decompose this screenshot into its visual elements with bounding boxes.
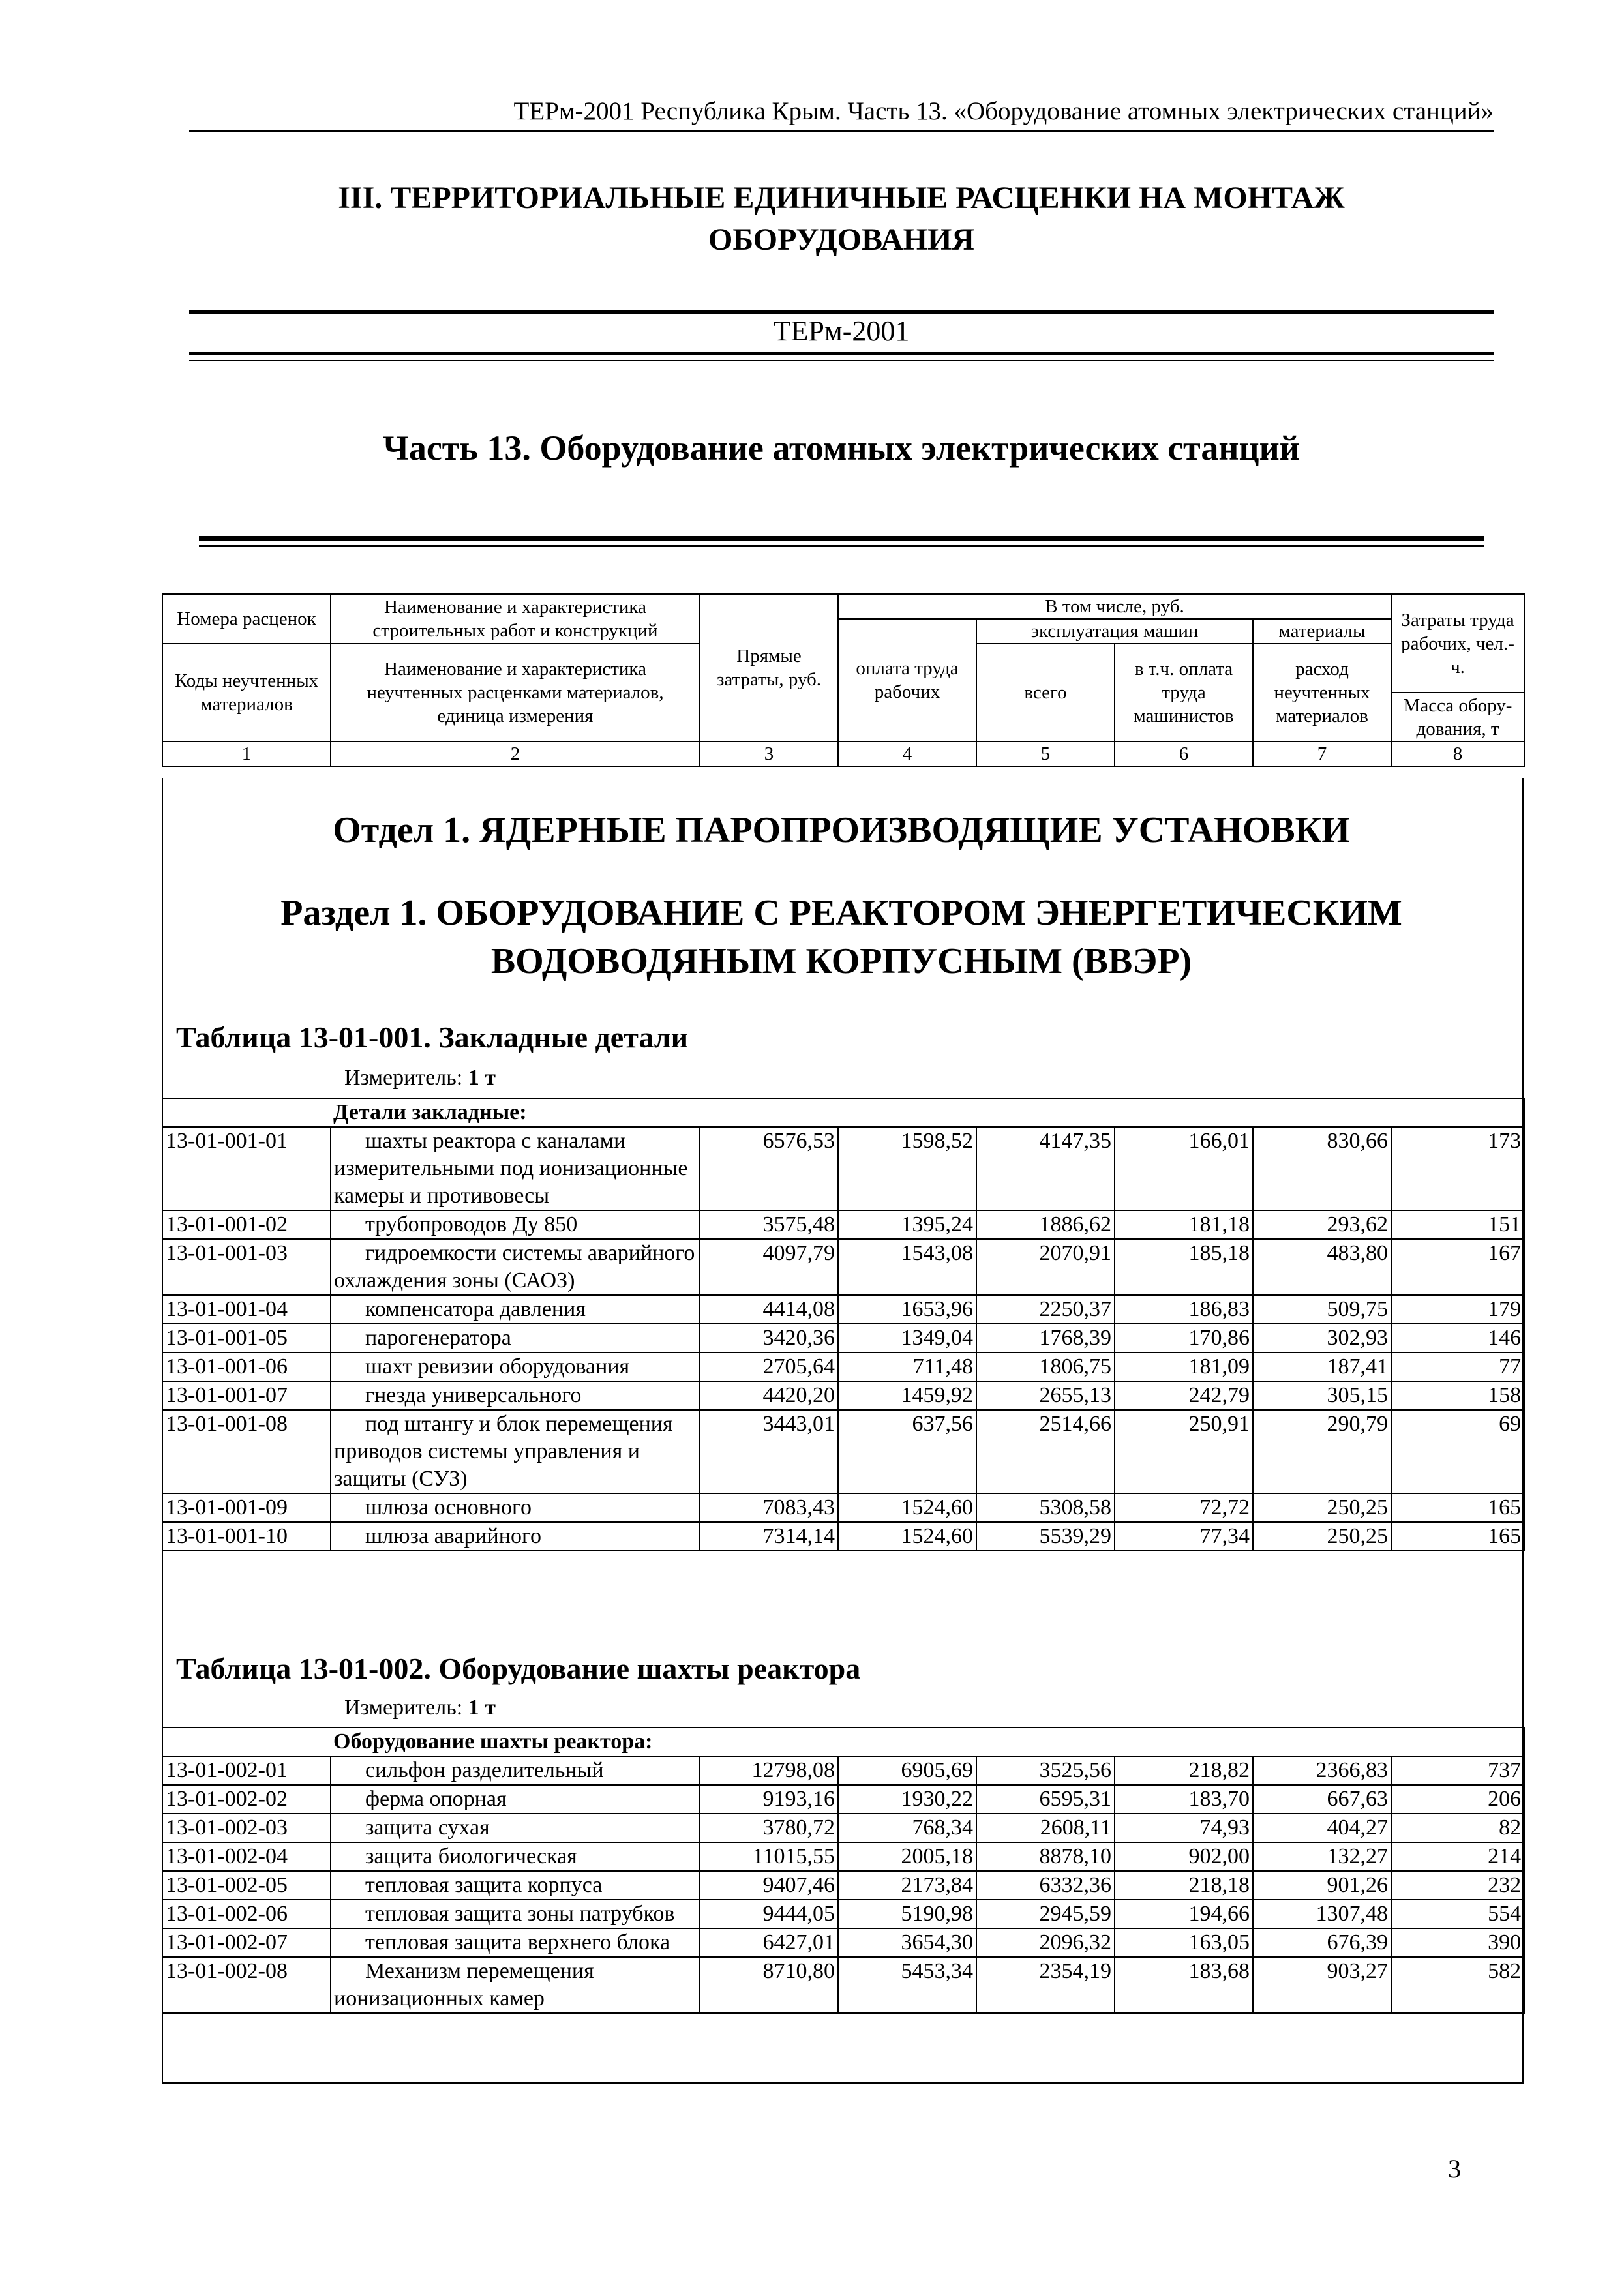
value-cell: 2945,59 <box>976 1900 1115 1928</box>
value-cell: 194,66 <box>1115 1900 1253 1928</box>
work-name: защита биологическая <box>331 1842 700 1871</box>
value-cell: 206 <box>1391 1785 1524 1814</box>
work-name: сильфон разделительный <box>331 1756 700 1785</box>
value-cell: 8878,10 <box>976 1842 1115 1871</box>
table-row <box>162 1493 1524 1522</box>
page-number: 3 <box>1448 2154 1461 2183</box>
rate-code: 13-01-002-04 <box>162 1842 331 1871</box>
value-cell: 6595,31 <box>976 1785 1115 1814</box>
value-cell: 711,48 <box>838 1353 976 1381</box>
work-name: тепловая защита верхнего блока <box>331 1928 700 1957</box>
value-cell: 2096,32 <box>976 1928 1115 1957</box>
value-cell: 5453,34 <box>838 1957 976 2013</box>
work-name: шлюза основного <box>331 1493 700 1522</box>
value-cell: 74,93 <box>1115 1814 1253 1842</box>
value-cell: 2250,37 <box>976 1295 1115 1324</box>
work-name: тепловая защита корпуса <box>331 1871 700 1900</box>
value-cell: 170,86 <box>1115 1324 1253 1353</box>
value-cell: 1395,24 <box>838 1210 976 1239</box>
table-row <box>162 1239 1524 1295</box>
running-header: ТЕРм-2001 Республика Крым. Часть 13. «Оборудование атомных электрических станций» <box>513 97 1494 125</box>
value-cell: 2655,13 <box>976 1381 1115 1410</box>
value-cell: 4147,35 <box>976 1127 1115 1210</box>
value-cell: 185,18 <box>1115 1239 1253 1295</box>
table-row <box>162 1353 1524 1381</box>
value-cell: 4097,79 <box>700 1239 838 1295</box>
value-cell: 6905,69 <box>838 1756 976 1785</box>
table-row <box>162 1127 1524 1210</box>
value-cell: 9193,16 <box>700 1785 838 1814</box>
code-title: ТЕРм-2001 <box>773 315 910 347</box>
value-cell: 146 <box>1391 1324 1524 1353</box>
header-materials: материалы <box>1253 619 1391 644</box>
value-cell: 1459,92 <box>838 1381 976 1410</box>
value-cell: 218,18 <box>1115 1871 1253 1900</box>
value-cell: 483,80 <box>1253 1239 1391 1295</box>
value-cell: 903,27 <box>1253 1957 1391 2013</box>
measure-label: Измеритель: <box>344 1696 468 1720</box>
value-cell: 250,25 <box>1253 1522 1391 1551</box>
value-cell: 183,70 <box>1115 1785 1253 1814</box>
rate-code: 13-01-002-05 <box>162 1871 331 1900</box>
table-row <box>162 1295 1524 1324</box>
header-rule <box>189 130 1494 132</box>
value-cell: 1543,08 <box>838 1239 976 1295</box>
value-cell: 554 <box>1391 1900 1524 1928</box>
rate-code: 13-01-001-06 <box>162 1353 331 1381</box>
value-cell: 5308,58 <box>976 1493 1115 1522</box>
value-cell: 2608,11 <box>976 1814 1115 1842</box>
work-name: Механизм перемещения ионизационных камер <box>331 1957 700 2013</box>
value-cell: 165 <box>1391 1493 1524 1522</box>
header-colnum: 7 <box>1253 741 1391 766</box>
table-subheading: Оборудование шахты реактора: <box>331 1728 1524 1756</box>
value-cell: 8710,80 <box>700 1957 838 2013</box>
table-row <box>162 1871 1524 1900</box>
subheading-spacer <box>162 1728 331 1756</box>
subheading-spacer <box>162 1098 331 1127</box>
value-cell: 77,34 <box>1115 1522 1253 1551</box>
value-cell: 11015,55 <box>700 1842 838 1871</box>
measure-value: 1 т <box>468 1066 496 1090</box>
rates-table-2 <box>162 1727 1525 2014</box>
value-cell: 163,05 <box>1115 1928 1253 1957</box>
header-direct-costs: Прямые затраты, руб. <box>700 594 838 741</box>
rate-code: 13-01-001-04 <box>162 1295 331 1324</box>
value-cell: 69 <box>1391 1410 1524 1493</box>
value-cell: 4414,08 <box>700 1295 838 1324</box>
table2-measure <box>344 1696 496 1720</box>
value-cell: 293,62 <box>1253 1210 1391 1239</box>
work-name: ферма опорная <box>331 1785 700 1814</box>
header-material-usage: расход неучтенных материалов <box>1253 644 1391 741</box>
work-name: шахт ревизии оборудования <box>331 1353 700 1381</box>
value-cell: 2354,19 <box>976 1957 1115 2013</box>
value-cell: 302,93 <box>1253 1324 1391 1353</box>
table-row <box>162 1957 1524 2013</box>
value-cell: 3575,48 <box>700 1210 838 1239</box>
main-heading-line1: III. ТЕРРИТОРИАЛЬНЫЕ ЕДИНИЧНЫЕ РАСЦЕНКИ НА МОНТАЖ <box>338 181 1345 215</box>
value-cell: 167 <box>1391 1239 1524 1295</box>
header-machines-total: всего <box>976 644 1115 741</box>
rate-code: 13-01-001-03 <box>162 1239 331 1295</box>
rate-code: 13-01-001-08 <box>162 1410 331 1493</box>
value-cell: 1598,52 <box>838 1127 976 1210</box>
value-cell: 3780,72 <box>700 1814 838 1842</box>
header-work-name: Наименование и характеристика строительных работ и конструкций <box>331 594 700 644</box>
measure-label: Измеритель: <box>344 1066 468 1090</box>
header-material-name: Наименование и характеристика неучтенных расценками материалов, единица измерения <box>331 644 700 741</box>
rate-code: 13-01-002-01 <box>162 1756 331 1785</box>
table1-title: Таблица 13-01-001. Закладные детали <box>176 1021 689 1054</box>
rate-code: 13-01-001-07 <box>162 1381 331 1410</box>
part-rule-thick <box>199 536 1484 541</box>
table-row <box>162 1410 1524 1493</box>
value-cell: 1806,75 <box>976 1353 1115 1381</box>
value-cell: 637,56 <box>838 1410 976 1493</box>
value-cell: 132,27 <box>1253 1842 1391 1871</box>
value-cell: 768,34 <box>838 1814 976 1842</box>
work-name: защита сухая <box>331 1814 700 1842</box>
value-cell: 183,68 <box>1115 1957 1253 2013</box>
value-cell: 3654,30 <box>838 1928 976 1957</box>
division-title-line2: ВОДОВОДЯНЫМ КОРПУСНЫМ (ВВЭР) <box>490 941 1192 981</box>
table1-measure <box>344 1066 496 1090</box>
value-cell: 5190,98 <box>838 1900 976 1928</box>
rate-code: 13-01-002-08 <box>162 1957 331 2013</box>
value-cell: 7083,43 <box>700 1493 838 1522</box>
header-colnum: 3 <box>700 741 838 766</box>
part-title: Часть 13. Оборудование атомных электрических станций <box>383 428 1300 468</box>
value-cell: 250,25 <box>1253 1493 1391 1522</box>
column-header-table <box>162 593 1525 767</box>
value-cell: 6576,53 <box>700 1127 838 1210</box>
value-cell: 187,41 <box>1253 1353 1391 1381</box>
rate-code: 13-01-002-06 <box>162 1900 331 1928</box>
value-cell: 1653,96 <box>838 1295 976 1324</box>
work-name: трубопроводов Ду 850 <box>331 1210 700 1239</box>
work-name: тепловая защита зоны патрубков <box>331 1900 700 1928</box>
measure-value: 1 т <box>468 1696 496 1720</box>
value-cell: 181,09 <box>1115 1353 1253 1381</box>
rate-code: 13-01-001-05 <box>162 1324 331 1353</box>
value-cell: 1307,48 <box>1253 1900 1391 1928</box>
value-cell: 77 <box>1391 1353 1524 1381</box>
table-row <box>162 1842 1524 1871</box>
value-cell: 2005,18 <box>838 1842 976 1871</box>
rate-code: 13-01-002-07 <box>162 1928 331 1957</box>
table-row <box>162 1522 1524 1551</box>
value-cell: 12798,08 <box>700 1756 838 1785</box>
rate-code: 13-01-001-10 <box>162 1522 331 1551</box>
code-rule-bottom-thick <box>189 352 1494 355</box>
value-cell: 1524,60 <box>838 1522 976 1551</box>
rate-code: 13-01-002-02 <box>162 1785 331 1814</box>
header-material-codes: Коды неучтенных материалов <box>162 644 331 741</box>
value-cell: 390 <box>1391 1928 1524 1957</box>
rates-table-1 <box>162 1098 1525 1551</box>
header-rate-numbers: Номера расценок <box>162 594 331 644</box>
value-cell: 1886,62 <box>976 1210 1115 1239</box>
work-name: шлюза аварийного <box>331 1522 700 1551</box>
main-heading <box>189 177 1494 261</box>
value-cell: 404,27 <box>1253 1814 1391 1842</box>
part-rule-thin <box>199 545 1484 547</box>
table-row <box>162 1324 1524 1353</box>
table-row <box>162 1210 1524 1239</box>
value-cell: 232 <box>1391 1871 1524 1900</box>
header-labor-costs: Затраты труда рабочих, чел.-ч. <box>1391 594 1524 693</box>
work-name: под штангу и блок перемещения приводов системы управления и защиты (СУЗ) <box>331 1410 700 1493</box>
division-title <box>189 889 1494 985</box>
value-cell: 218,82 <box>1115 1756 1253 1785</box>
value-cell: 1349,04 <box>838 1324 976 1353</box>
value-cell: 4420,20 <box>700 1381 838 1410</box>
table-subheading: Детали закладные: <box>331 1098 1524 1127</box>
value-cell: 305,15 <box>1253 1381 1391 1410</box>
value-cell: 9407,46 <box>700 1871 838 1900</box>
main-heading-line2: ОБОРУДОВАНИЯ <box>708 222 974 257</box>
value-cell: 72,72 <box>1115 1493 1253 1522</box>
header-colnum: 2 <box>331 741 700 766</box>
value-cell: 737 <box>1391 1756 1524 1785</box>
header-colnum: 6 <box>1115 741 1253 766</box>
rate-code: 13-01-001-02 <box>162 1210 331 1239</box>
table-row <box>162 1928 1524 1957</box>
value-cell: 2070,91 <box>976 1239 1115 1295</box>
value-cell: 290,79 <box>1253 1410 1391 1493</box>
value-cell: 214 <box>1391 1842 1524 1871</box>
header-colnum: 8 <box>1391 741 1524 766</box>
header-colnum: 4 <box>838 741 976 766</box>
value-cell: 82 <box>1391 1814 1524 1842</box>
value-cell: 676,39 <box>1253 1928 1391 1957</box>
value-cell: 582 <box>1391 1957 1524 2013</box>
division-title-line1: Раздел 1. ОБОРУДОВАНИЕ С РЕАКТОРОМ ЭНЕРГЕТИЧЕСКИМ <box>280 893 1402 933</box>
value-cell: 3525,56 <box>976 1756 1115 1785</box>
value-cell: 1930,22 <box>838 1785 976 1814</box>
rate-code: 13-01-001-01 <box>162 1127 331 1210</box>
work-name: гидроемкости системы аварийного охлаждения зоны (САОЗ) <box>331 1239 700 1295</box>
value-cell: 509,75 <box>1253 1295 1391 1324</box>
value-cell: 667,63 <box>1253 1785 1391 1814</box>
value-cell: 166,01 <box>1115 1127 1253 1210</box>
work-name: компенсатора давления <box>331 1295 700 1324</box>
value-cell: 158 <box>1391 1381 1524 1410</box>
value-cell: 1768,39 <box>976 1324 1115 1353</box>
value-cell: 179 <box>1391 1295 1524 1324</box>
table2-title: Таблица 13-01-002. Оборудование шахты реактора <box>176 1652 861 1685</box>
value-cell: 181,18 <box>1115 1210 1253 1239</box>
value-cell: 2173,84 <box>838 1871 976 1900</box>
department-title: Отдел 1. ЯДЕРНЫЕ ПАРОПРОИЗВОДЯЩИЕ УСТАНОВКИ <box>333 810 1350 850</box>
value-cell: 242,79 <box>1115 1381 1253 1410</box>
table-row <box>162 1814 1524 1842</box>
value-cell: 6427,01 <box>700 1928 838 1957</box>
header-equipment-mass: Масса обору-дования, т <box>1391 693 1524 741</box>
value-cell: 173 <box>1391 1127 1524 1210</box>
table-row <box>162 1381 1524 1410</box>
header-including: В том числе, руб. <box>838 594 1391 619</box>
value-cell: 250,91 <box>1115 1410 1253 1493</box>
value-cell: 2705,64 <box>700 1353 838 1381</box>
value-cell: 2366,83 <box>1253 1756 1391 1785</box>
code-rule-bottom-thin <box>189 360 1494 361</box>
table-row <box>162 1785 1524 1814</box>
value-cell: 1524,60 <box>838 1493 976 1522</box>
value-cell: 6332,36 <box>976 1871 1115 1900</box>
work-name: гнезда универсального <box>331 1381 700 1410</box>
value-cell: 901,26 <box>1253 1871 1391 1900</box>
value-cell: 5539,29 <box>976 1522 1115 1551</box>
rate-code: 13-01-002-03 <box>162 1814 331 1842</box>
header-operator-pay: в т.ч. оплата труда машинистов <box>1115 644 1253 741</box>
table-row <box>162 1756 1524 1785</box>
value-cell: 7314,14 <box>700 1522 838 1551</box>
header-colnum: 5 <box>976 741 1115 766</box>
value-cell: 165 <box>1391 1522 1524 1551</box>
value-cell: 830,66 <box>1253 1127 1391 1210</box>
value-cell: 3443,01 <box>700 1410 838 1493</box>
header-colnum: 1 <box>162 741 331 766</box>
value-cell: 9444,05 <box>700 1900 838 1928</box>
value-cell: 151 <box>1391 1210 1524 1239</box>
header-worker-pay: оплата труда рабочих <box>838 619 976 741</box>
header-machine-operation: эксплуатация машин <box>976 619 1253 644</box>
value-cell: 902,00 <box>1115 1842 1253 1871</box>
table-row <box>162 1900 1524 1928</box>
rate-code: 13-01-001-09 <box>162 1493 331 1522</box>
value-cell: 3420,36 <box>700 1324 838 1353</box>
work-name: парогенератора <box>331 1324 700 1353</box>
value-cell: 2514,66 <box>976 1410 1115 1493</box>
value-cell: 186,83 <box>1115 1295 1253 1324</box>
work-name: шахты реактора с каналами измерительными под ионизационные камеры и противовесы <box>331 1127 700 1210</box>
